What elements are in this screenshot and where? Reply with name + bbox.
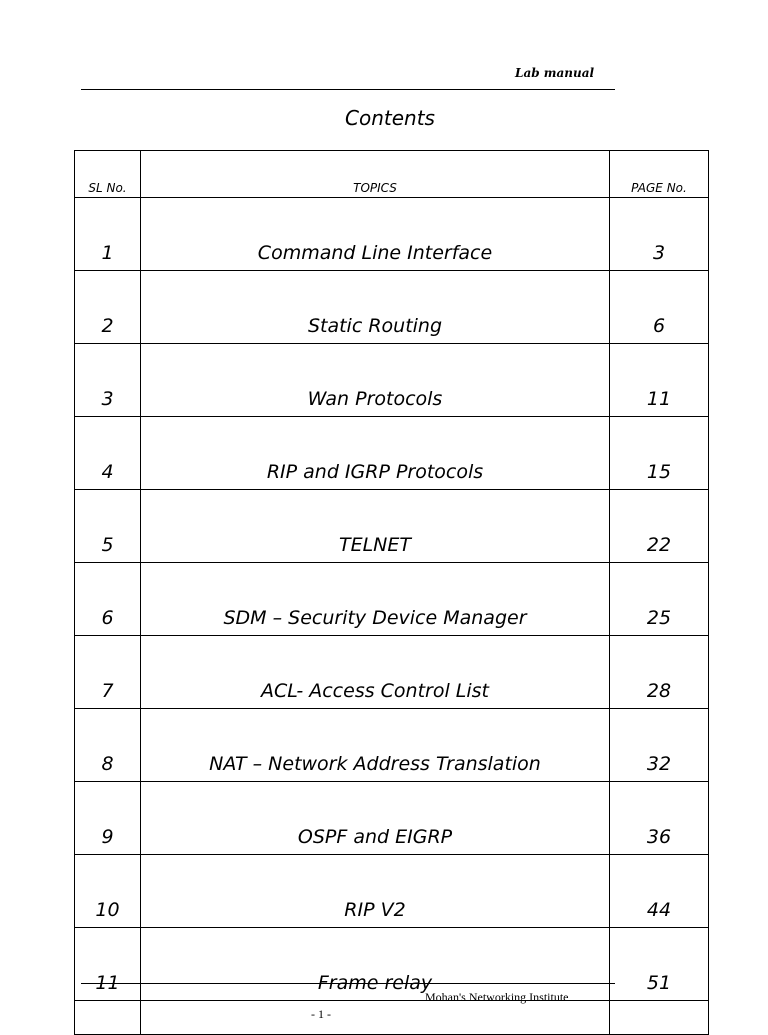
row-topic: Command Line Interface: [141, 198, 610, 271]
row-page-no: 25: [610, 563, 709, 636]
row-sl-no: 7: [75, 636, 141, 709]
row-page-no: 44: [610, 855, 709, 928]
row-page-no: 32: [610, 709, 709, 782]
row-page-no: 6: [610, 271, 709, 344]
row-sl-no: 10: [75, 855, 141, 928]
table-row: [75, 198, 709, 271]
table-row: [75, 709, 709, 782]
row-sl-no: 4: [75, 417, 141, 490]
row-topic: TELNET: [141, 490, 610, 563]
table-row: [75, 855, 709, 928]
header-sl-no: SL No.: [75, 151, 141, 198]
page-title: Contents: [345, 106, 435, 130]
row-topic: ACL- Access Control List: [141, 636, 610, 709]
footer-institute: Mohan's Networking Institute: [425, 990, 569, 1004]
row-page-no: 51: [610, 928, 709, 1001]
row-sl-no: 1: [75, 198, 141, 271]
footer-page-number: - 1 -: [311, 1007, 331, 1021]
row-topic: Frame relay: [141, 928, 610, 1001]
footer-rule: [81, 983, 615, 984]
row-page-no: 3: [610, 198, 709, 271]
row-sl-no: 5: [75, 490, 141, 563]
table-row: [75, 782, 709, 855]
row-topic: Static Routing: [141, 271, 610, 344]
table-row: [75, 636, 709, 709]
row-page-no: 28: [610, 636, 709, 709]
row-sl-no: 8: [75, 709, 141, 782]
row-sl-no: 2: [75, 271, 141, 344]
row-sl-no: 9: [75, 782, 141, 855]
row-page-no: 36: [610, 782, 709, 855]
table-header-row: [75, 151, 709, 198]
row-page-no: 11: [610, 344, 709, 417]
table-row: [75, 417, 709, 490]
header-page-no: PAGE No.: [610, 151, 709, 198]
header-rule: [81, 89, 615, 90]
contents-table: [74, 150, 709, 1035]
row-sl-no: 6: [75, 563, 141, 636]
row-topic: RIP V2: [141, 855, 610, 928]
header-label: Lab manual: [515, 66, 595, 80]
header-topics: TOPICS: [141, 151, 610, 198]
row-topic: RIP and IGRP Protocols: [141, 417, 610, 490]
row-sl-no: 3: [75, 344, 141, 417]
row-topic: OSPF and EIGRP: [141, 782, 610, 855]
table-row: [75, 563, 709, 636]
row-topic: NAT – Network Address Translation: [141, 709, 610, 782]
table-row: [75, 490, 709, 563]
row-page-no: 22: [610, 490, 709, 563]
table-row: [75, 344, 709, 417]
row-topic: SDM – Security Device Manager: [141, 563, 610, 636]
row-topic: Wan Protocols: [141, 344, 610, 417]
row-sl-no: 11: [75, 928, 141, 1001]
table-row: [75, 271, 709, 344]
table-row: [75, 928, 709, 1001]
row-page-no: 15: [610, 417, 709, 490]
